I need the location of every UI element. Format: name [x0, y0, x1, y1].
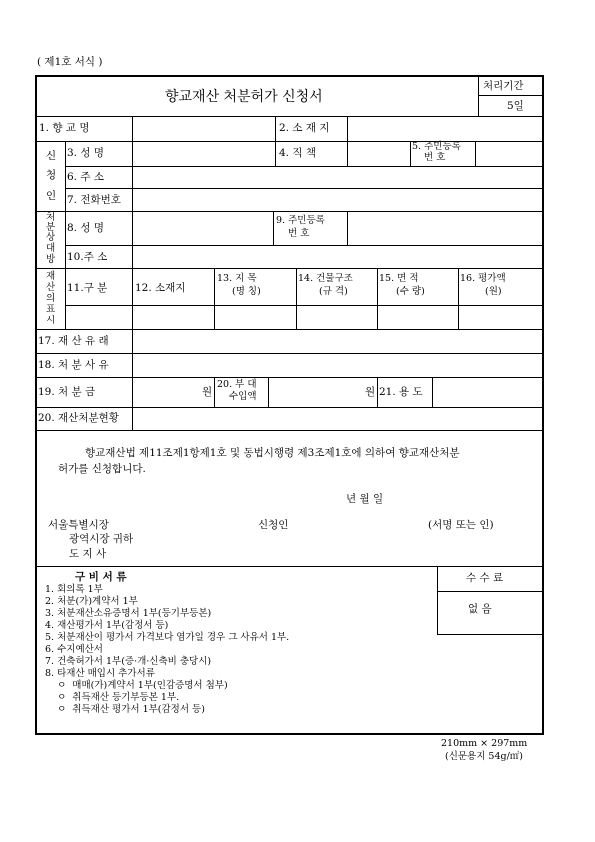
doc-item: 3. 처분재산소유증명서 1부(등기부등본)	[45, 608, 212, 619]
disposal-reason-label: 18. 처 분 사 유	[38, 359, 109, 371]
usage-label: 21. 용 도	[379, 386, 423, 398]
counterparty-side-1: 처	[46, 212, 56, 223]
statement-date: 년 월 일	[346, 493, 384, 505]
form-title: 향교재산 처분허가 신청서	[165, 89, 323, 105]
property-value-header-2: (원)	[485, 286, 502, 297]
applicant-rrn-label-1: 5. 주민등록	[412, 141, 461, 152]
form-border-right	[542, 75, 544, 735]
form-border-bottom	[35, 733, 544, 735]
paper-size: 210mm × 297mm	[441, 738, 528, 749]
incidental-income-unit: 원	[365, 386, 376, 398]
applicant-side-2: 청	[46, 169, 57, 181]
doc-item: 8. 타재산 매입시 추가서류	[45, 668, 155, 679]
applicant-side-1: 신	[46, 150, 57, 162]
property-side-2: 산	[46, 282, 56, 293]
doc-item: ㅇ 취득재산 평가서 1부(감정서 등)	[45, 704, 205, 715]
counterparty-side-3: 상	[46, 232, 56, 243]
statement-line-2: 허가를 신청합니다.	[58, 463, 146, 475]
property-side-3: 의	[46, 293, 56, 304]
applicant-sign-label: 신청인	[258, 519, 289, 531]
doc-item: 1. 회의록 1부	[45, 584, 103, 595]
signature-note: (서명 또는 인)	[428, 519, 494, 531]
recipient-province: 도 지 사	[69, 548, 107, 560]
property-structure-header-1: 14. 건물구조	[298, 273, 353, 284]
applicant-rrn-label-2: 번 호	[424, 152, 446, 163]
incidental-income-label-2: 수입액	[229, 391, 257, 402]
doc-item: 4. 재산평가서 1부(감정서 등)	[45, 620, 169, 631]
property-land-header-2: (명 칭)	[232, 286, 261, 297]
fee-label: 수 수 료	[466, 572, 504, 584]
property-area-header-2: (수 량)	[396, 286, 425, 297]
applicant-name-label: 3. 성 명	[67, 147, 104, 159]
doc-item: 5. 처분재산이 평가서 가격보다 염가일 경우 그 사유서 1부.	[45, 632, 290, 643]
property-side-5: 시	[46, 315, 56, 326]
form-number: ( 제1호 서식 )	[37, 56, 103, 68]
applicant-phone-label: 7. 전화번호	[67, 194, 121, 206]
property-structure-header-2: (규 격)	[319, 286, 348, 297]
disposal-amount-label: 19. 처 분 금	[38, 386, 96, 398]
doc-item: ㅇ 취득재산 등기부등본 1부.	[45, 692, 180, 703]
property-location-header: 12. 소재지	[135, 282, 186, 294]
recipient-seoul: 서울특별시장	[48, 519, 109, 531]
property-side-4: 표	[46, 304, 56, 315]
counterparty-name-label: 8. 성 명	[67, 222, 104, 234]
counterparty-rrn-label-1: 9. 주민등록	[276, 215, 325, 226]
counterparty-side-5: 방	[46, 254, 56, 265]
location-label: 2. 소 재 지	[279, 122, 330, 134]
form-border-top	[35, 75, 544, 77]
counterparty-side-4: 대	[46, 243, 56, 254]
doc-item: 6. 수지예산서	[45, 644, 103, 655]
fee-value: 없 음	[468, 603, 492, 615]
property-side-1: 재	[46, 271, 56, 282]
doc-item: 7. 건축허가서 1부(증·개·신축비 충당시)	[45, 656, 212, 667]
statement-line-1: 향교재산법 제11조제1항제1호 및 동법시행령 제3조제1호에 의하여 향교재산처분	[85, 447, 460, 459]
doc-item: 2. 처분(가)계약서 1부	[45, 596, 138, 607]
recipient-metro: 광역시장 귀하	[69, 533, 134, 545]
applicant-address-label: 6. 주 소	[67, 171, 104, 183]
incidental-income-label-1: 20. 부 대	[217, 379, 257, 390]
property-land-header-1: 13. 지 목	[217, 273, 257, 284]
property-area-header-1: 15. 면 적	[379, 273, 419, 284]
counterparty-address-label: 10.주 소	[67, 251, 108, 263]
applicant-position-label: 4. 직 책	[279, 147, 316, 159]
temple-name-label: 1. 향 교 명	[39, 122, 90, 134]
applicant-side-3: 인	[46, 190, 57, 202]
processing-value: 5일	[507, 100, 524, 112]
counterparty-rrn-label-2: 번 호	[288, 228, 310, 239]
doc-item: ㅇ 매매(가)계약서 1부(인감증명서 첨부)	[45, 680, 228, 691]
disposal-status-label: 20. 재산처분현황	[38, 412, 119, 424]
required-docs-title: 구 비 서 류	[75, 571, 127, 583]
processing-label: 처리기간	[483, 80, 524, 92]
property-value-header-1: 16. 평가액	[460, 273, 506, 284]
paper-type: (신문용지 54g/㎡)	[445, 751, 524, 762]
disposal-amount-unit: 원	[202, 386, 213, 398]
property-origin-label: 17. 재 산 유 래	[38, 335, 109, 347]
counterparty-side-2: 분	[46, 222, 56, 233]
form-border-left	[35, 75, 37, 735]
property-category-header: 11.구 분	[67, 282, 108, 294]
